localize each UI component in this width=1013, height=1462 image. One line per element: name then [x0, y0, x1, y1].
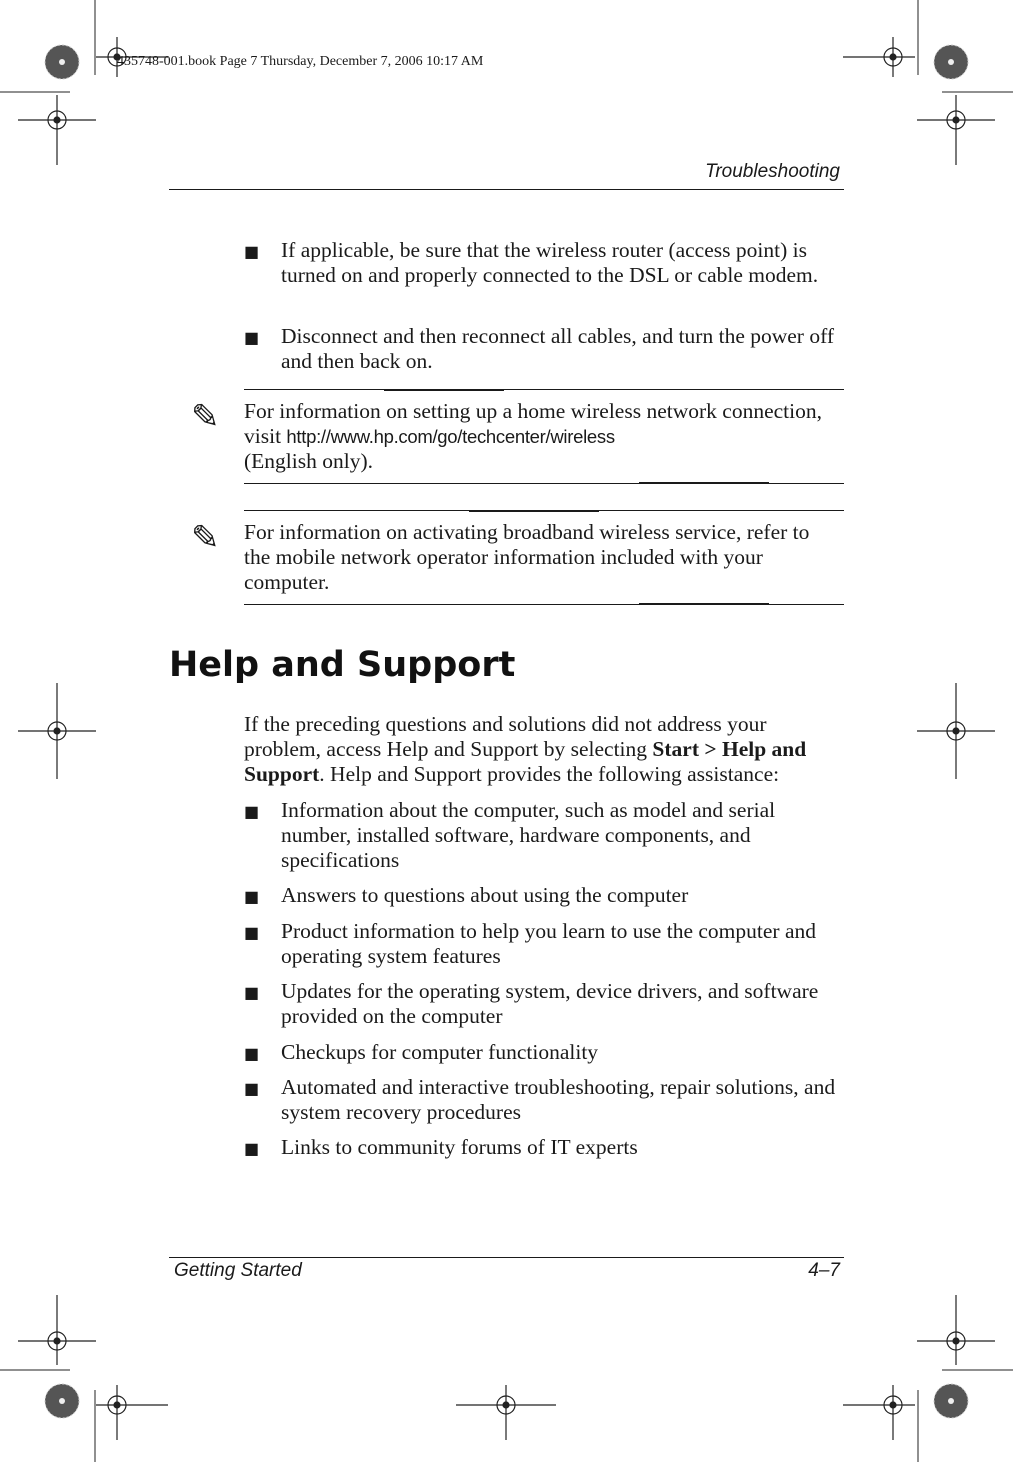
bullet-icon: ■ — [244, 328, 260, 347]
list-item-text: Information about the computer, such as model and serial number, installed software, hardware components, and specifications — [281, 798, 776, 872]
registration-target-icon — [917, 683, 995, 779]
list-item-text: If applicable, be sure that the wireless router (access point) is turned on and properly connected to the DSL or cable modem. — [281, 238, 819, 287]
star-wheel-icon — [45, 1384, 79, 1418]
registration-target-icon — [843, 1385, 915, 1440]
list-item-text: Automated and interactive troubleshooting, repair solutions, and system recovery procedures — [281, 1075, 836, 1124]
note-rule-top — [244, 389, 844, 390]
registration-target-icon — [18, 683, 96, 779]
menu-path: Start > Help and Support — [244, 737, 807, 786]
footer-rule — [169, 1257, 844, 1258]
list-item-text: Checkups for computer functionality — [281, 1040, 599, 1064]
list-item-text: Disconnect and then reconnect all cables, and turn the power off and then back on. — [281, 324, 835, 373]
star-wheel-icon — [45, 45, 79, 79]
star-wheel-icon — [934, 45, 968, 79]
intro-paragraph: If the preceding questions and solutions did not address your problem, access Help and Support by selecting Start > Help and Support. Help and Support provides the following assistance: — [244, 712, 807, 786]
list-item-text: Links to community forums of IT experts — [281, 1135, 638, 1159]
bullet-icon: ■ — [244, 242, 260, 261]
page-number: 4–7 — [808, 1260, 840, 1281]
pencil-note-icon: ✎ — [191, 397, 220, 437]
list-item-text: Product information to help you learn to use the computer and operating system features — [281, 919, 816, 968]
bullet-icon: ■ — [244, 1044, 260, 1063]
registration-target-icon — [96, 1385, 168, 1440]
registration-target-icon — [18, 1295, 96, 1365]
star-wheel-icon — [934, 1384, 968, 1418]
bullet-icon: ■ — [244, 1079, 260, 1098]
note-text: For information on setting up a home wireless network connection, visit http://www.hp.com/go/techcenter/wireless (English only). — [244, 399, 822, 473]
running-header: Troubleshooting — [705, 161, 840, 182]
footer-book-title: Getting Started — [174, 1260, 302, 1281]
note-url-link[interactable]: http://www.hp.com/go/techcenter/wireless — [286, 426, 615, 447]
registration-target-icon — [456, 1385, 556, 1440]
registration-target-icon — [843, 37, 915, 77]
registration-target-icon — [18, 95, 96, 165]
list-item-text: Answers to questions about using the computer — [281, 883, 689, 907]
list-item-text: Updates for the operating system, device drivers, and software provided on the computer — [281, 979, 819, 1028]
print-slug: 435748-001.book Page 7 Thursday, December 7, 2006 10:17 AM — [117, 54, 484, 69]
pencil-note-icon: ✎ — [191, 518, 220, 558]
bullet-icon: ■ — [244, 983, 260, 1002]
section-heading: Help and Support — [169, 645, 516, 685]
bullet-icon: ■ — [244, 1139, 260, 1158]
note-text: For information on activating broadband wireless service, refer to the mobile network operator information included with your computer. — [244, 520, 810, 594]
registration-target-icon — [917, 1295, 995, 1365]
bullet-icon: ■ — [244, 802, 260, 821]
bullet-icon: ■ — [244, 923, 260, 942]
registration-target-icon — [917, 95, 995, 165]
header-rule — [169, 189, 844, 190]
note-box — [244, 510, 844, 606]
bullet-icon: ■ — [244, 887, 260, 906]
note-box — [244, 389, 844, 485]
